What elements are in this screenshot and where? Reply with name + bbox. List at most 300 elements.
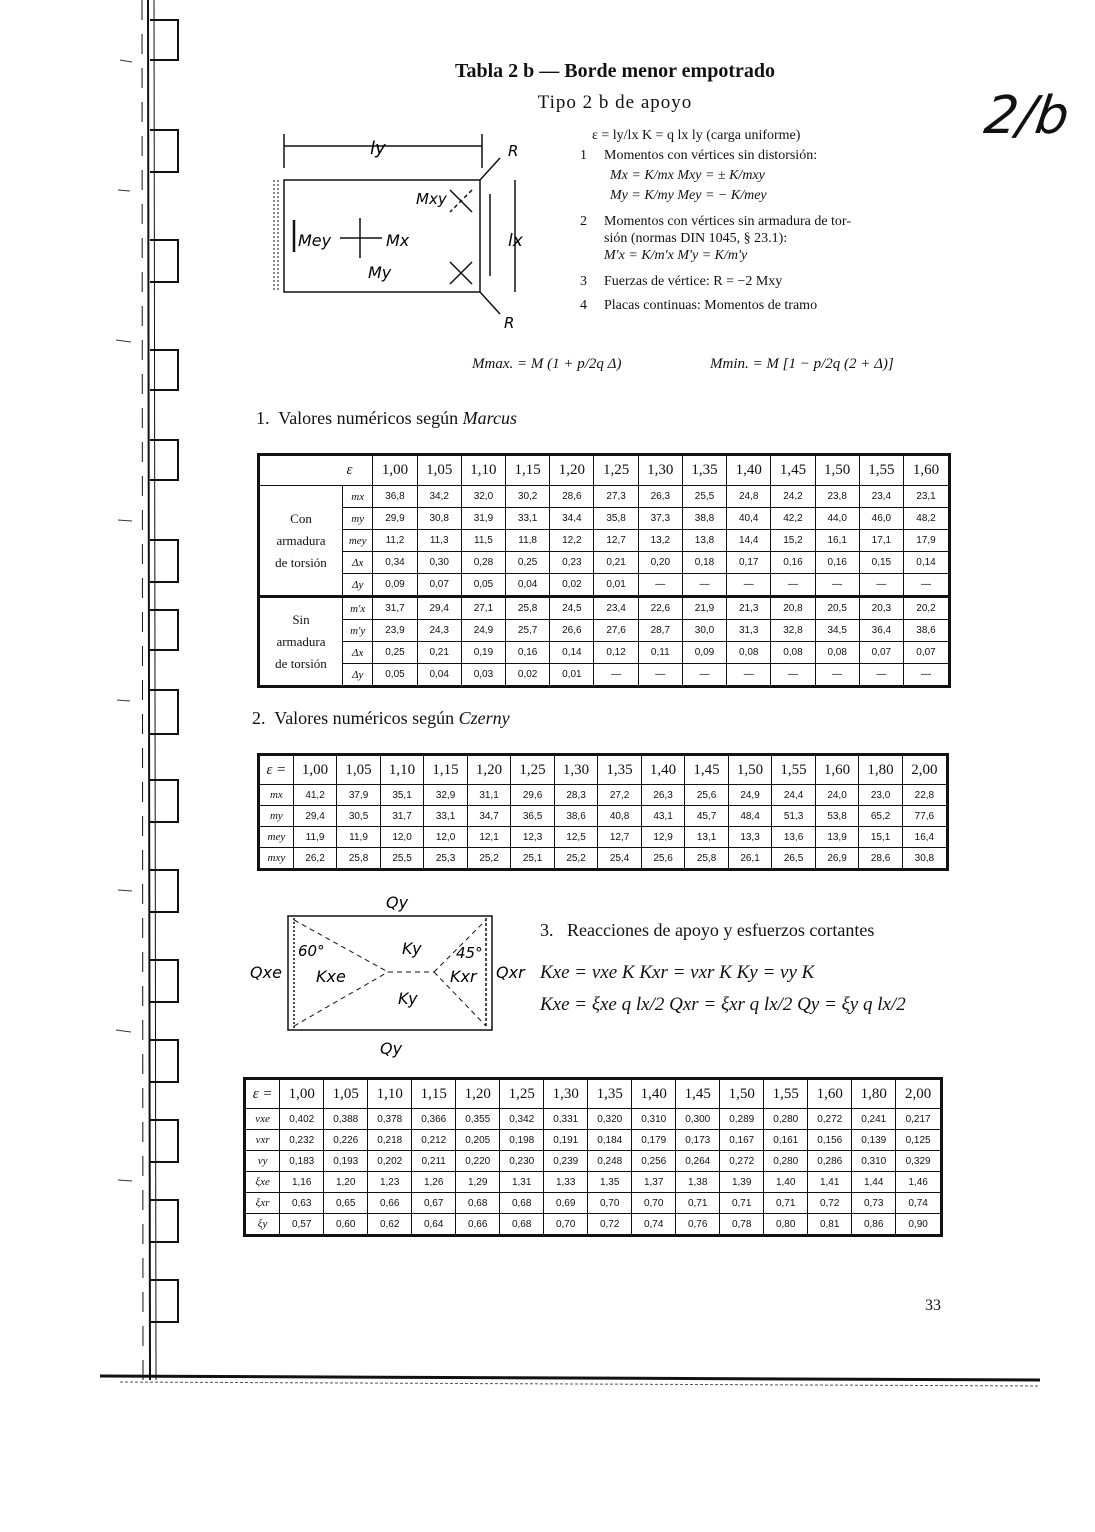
scan-bottom-line [100,1366,1040,1396]
column-header: 1,80 [859,755,903,785]
table-cell: — [815,664,859,687]
table-cell: 0,21 [417,642,461,664]
table-cell: 23,1 [904,486,950,508]
table-cell: 0,167 [720,1130,764,1151]
table-cell: 11,3 [417,530,461,552]
table-cell: 26,5 [772,848,816,870]
table-cell: 0,218 [368,1130,412,1151]
table-cell: 21,9 [682,597,726,620]
table-cell: 0,12 [594,642,638,664]
table-cell: 0,03 [461,664,505,687]
group-line: armadura [276,633,326,649]
table-cell: 12,0 [424,827,468,848]
table-cell: 0,239 [544,1151,588,1172]
table-cell: 0,76 [676,1214,720,1236]
table-cell: 40,4 [727,508,771,530]
table-cell: 25,8 [506,597,550,620]
table-cell: 29,9 [373,508,417,530]
section-number: 2. [252,708,266,728]
row-symbol: Δy [343,664,373,687]
table-cell: 0,05 [373,664,417,687]
table-cell: 21,3 [727,597,771,620]
table-cell: 0,300 [676,1109,720,1130]
table-cell: 0,232 [280,1130,324,1151]
table-cell: 0,184 [588,1130,632,1151]
table-cell: 25,4 [598,848,642,870]
page-number: 33 [925,1297,941,1314]
table-cell: — [682,664,726,687]
table-cell: 28,6 [859,848,903,870]
table-cell: 1,31 [500,1172,544,1193]
formula-item1-f2: My = K/my Mey = − K/mey [610,188,767,203]
table-cell: 0,72 [588,1214,632,1236]
table-cell: 13,8 [682,530,726,552]
column-header: 1,00 [293,755,337,785]
column-header: 1,20 [467,755,511,785]
table-cell: — [727,664,771,687]
column-header: 1,05 [324,1079,368,1109]
header-row [259,755,948,785]
row-symbol: vy [245,1151,280,1172]
row-symbol: Δx [343,552,373,574]
table-cell: 25,6 [685,785,729,806]
header-symbol: ε = [259,755,294,785]
row-symbol: vxe [245,1109,280,1130]
table-cell: 0,80 [764,1214,808,1236]
table-cell: — [771,664,815,687]
section2-heading [252,708,510,729]
table-cell: 36,5 [511,806,555,827]
table-cell: 0,01 [594,574,638,597]
column-header: 1,50 [815,455,859,486]
table-cell: 0,226 [324,1130,368,1151]
column-header: 1,35 [682,455,726,486]
table-cell: 35,1 [380,785,424,806]
label-Qxr: Qxr [496,963,525,982]
table-cell: 0,74 [896,1193,942,1214]
table-cell: 0,09 [373,574,417,597]
table-cell: 0,62 [368,1214,412,1236]
table-cell: 0,173 [676,1130,720,1151]
table-cell: 0,193 [324,1151,368,1172]
table-cell: 12,1 [467,827,511,848]
table-cell: — [638,574,682,597]
row-symbol: mey [343,530,373,552]
table-cell: 13,3 [728,827,772,848]
table-cell: 11,5 [461,530,505,552]
table-cell: 30,2 [506,486,550,508]
table-row [245,1172,942,1193]
table-cell: 0,72 [808,1193,852,1214]
table-cell: 0,342 [500,1109,544,1130]
table-cell: 0,280 [764,1151,808,1172]
table-cell: 0,66 [456,1214,500,1236]
table-cell: 0,69 [544,1193,588,1214]
label-angle45: 45° [456,944,483,962]
table-cell: 1,23 [368,1172,412,1193]
table-cell: 1,40 [764,1172,808,1193]
table-cell: 0,125 [896,1130,942,1151]
table-cell: 32,8 [771,620,815,642]
table-cell: 48,4 [728,806,772,827]
table-cell: 0,286 [808,1151,852,1172]
table-cell: 0,74 [632,1214,676,1236]
column-header: 1,25 [511,755,555,785]
column-header: 1,50 [720,1079,764,1109]
table-cell: 12,5 [554,827,598,848]
table-cell: 0,08 [771,642,815,664]
table-cell: 0,78 [720,1214,764,1236]
table-cell: 0,66 [368,1193,412,1214]
table-cell: 0,388 [324,1109,368,1130]
table-cell: 24,9 [461,620,505,642]
column-header: 1,60 [815,755,859,785]
table-cell: 0,139 [852,1130,896,1151]
table-cell: 0,19 [461,642,505,664]
table-cell: 25,7 [506,620,550,642]
table-cell: 0,04 [417,664,461,687]
table-row [259,848,948,870]
table-cell: 27,3 [594,486,638,508]
table-cell: 27,1 [461,597,505,620]
table-cell: 25,5 [682,486,726,508]
formula-item2: Momentos con vértices sin armadura de tor- [604,214,851,229]
column-header: 1,05 [337,755,381,785]
row-symbol: Δx [343,642,373,664]
formula-block [580,126,980,316]
row-symbol: my [259,806,294,827]
table-cell: 12,0 [380,827,424,848]
table-cell: — [771,574,815,597]
table-cell: 0,220 [456,1151,500,1172]
formula-item3: Fuerzas de vértice: R = −2 Mxy [604,274,783,289]
label-Qxe: Qxe [250,963,282,982]
group-sin-label [259,597,343,687]
column-header: 1,10 [368,1079,412,1109]
group-line: de torsión [275,655,327,671]
section-number: 3. [540,920,554,940]
table-cell: 26,3 [638,486,682,508]
table-cell: 0,366 [412,1109,456,1130]
table-cell: 0,86 [852,1214,896,1236]
column-header: 1,55 [772,755,816,785]
label-Ky-top: Ky [402,939,422,958]
table-cell: — [815,574,859,597]
table-cell: 0,161 [764,1130,808,1151]
row-symbol: mey [259,827,294,848]
column-header: 1,55 [859,455,903,486]
table-cell: 20,8 [771,597,815,620]
table-cell: 30,5 [337,806,381,827]
group-line: armadura [276,532,326,548]
plate-moment-diagram [260,128,540,338]
table-cell: 77,6 [902,806,947,827]
formula-item2-f1: M'x = K/m'x M'y = K/m'y [604,248,748,263]
row-symbol: ξxe [245,1172,280,1193]
table-cell: 42,2 [771,508,815,530]
column-header: 1,45 [676,1079,720,1109]
table-cell: 0,07 [859,642,903,664]
label-Kxe: Kxe [316,967,346,986]
table-cell: 37,9 [337,785,381,806]
table-cell: — [638,664,682,687]
table-cell: 0,73 [852,1193,896,1214]
table-cell: 0,67 [412,1193,456,1214]
label-Mey: Mey [298,231,332,250]
table-cell: 20,2 [904,597,950,620]
table-cell: — [682,574,726,597]
header-symbol: ε [259,455,373,486]
table-cell: 0,08 [727,642,771,664]
group-line: Con [290,510,312,526]
table-cell: 0,70 [544,1214,588,1236]
table-cell: 0,212 [412,1130,456,1151]
table-cell: — [859,574,903,597]
column-header: 1,40 [632,1079,676,1109]
table-cell: 25,6 [641,848,685,870]
column-header: 1,20 [550,455,594,486]
table-cell: 0,16 [815,552,859,574]
table-cell: 1,16 [280,1172,324,1193]
section-number: 1. [256,408,270,428]
row-symbol: Δy [343,574,373,597]
table-cell: 65,2 [859,806,903,827]
column-header: 1,30 [638,455,682,486]
row-symbol: mxy [259,848,294,870]
table-cell: 24,5 [550,597,594,620]
table-cell: 33,1 [424,806,468,827]
table-cell: 15,1 [859,827,903,848]
table-cell: 38,8 [682,508,726,530]
table-cell: 17,9 [904,530,950,552]
label-Ky-bottom: Ky [398,989,418,1008]
table-cell: 0,25 [506,552,550,574]
table-cell: 11,9 [293,827,337,848]
table-cell: 26,2 [293,848,337,870]
column-header: 1,50 [728,755,772,785]
table-cell: 12,3 [511,827,555,848]
table-cell: 0,68 [500,1214,544,1236]
table-cell: 16,4 [902,827,947,848]
table-row [245,1130,942,1151]
table-cell: 11,8 [506,530,550,552]
table-cell: 28,6 [550,486,594,508]
column-header: 1,25 [500,1079,544,1109]
column-header: 1,35 [588,1079,632,1109]
column-header: 1,10 [461,455,505,486]
table-cell: 24,0 [815,785,859,806]
column-header: 1,40 [641,755,685,785]
table-cell: 13,1 [685,827,729,848]
table-cell: 30,0 [682,620,726,642]
label-My: My [368,263,392,282]
table-cell: 0,57 [280,1214,324,1236]
table-cell: 31,7 [380,806,424,827]
column-header: 1,20 [456,1079,500,1109]
table-cell: 53,8 [815,806,859,827]
table-cell: 46,0 [859,508,903,530]
table-cell: 1,37 [632,1172,676,1193]
label-Mx: Mx [386,231,410,250]
table-cell: 13,2 [638,530,682,552]
table-cell: 0,01 [550,664,594,687]
table-cell: 0,70 [588,1193,632,1214]
table-cell: 24,3 [417,620,461,642]
table-cell: 1,20 [324,1172,368,1193]
table-cell: 1,33 [544,1172,588,1193]
table-cell: 34,4 [550,508,594,530]
table-cell: 12,7 [594,530,638,552]
table-cell: 25,1 [511,848,555,870]
table-cell: 0,17 [727,552,771,574]
table-cell: 33,1 [506,508,550,530]
table-cell: 0,09 [682,642,726,664]
table-cell: 48,2 [904,508,950,530]
label-Qy-bottom: Qy [380,1039,403,1058]
table-cell: 14,4 [727,530,771,552]
table-cell: 22,8 [902,785,947,806]
table-cell: 28,3 [554,785,598,806]
label-angle60: 60° [298,942,325,960]
table-cell: 0,310 [632,1109,676,1130]
reaction-formula-1: Kxe = vxe K Kxr = vxr K Ky = vy K [540,962,815,983]
table-cell: 0,230 [500,1151,544,1172]
table-cell: 0,70 [632,1193,676,1214]
table-cell: 1,44 [852,1172,896,1193]
reactions-table [243,1077,943,1237]
table-cell: 11,2 [373,530,417,552]
table-row [259,806,948,827]
header-symbol: ε = [245,1079,280,1109]
label-R-top: R [508,142,519,160]
table-cell: 26,1 [728,848,772,870]
column-header: 1,25 [594,455,638,486]
table-cell: 0,15 [859,552,903,574]
item-number: 1 [580,148,587,163]
table-cell: 0,65 [324,1193,368,1214]
page-title: Tabla 2 b — Borde menor empotrado [454,60,776,82]
column-header: 1,80 [852,1079,896,1109]
group-line: Sin [292,611,310,627]
table-cell: 0,23 [550,552,594,574]
table-cell: 22,6 [638,597,682,620]
table-cell: 40,8 [598,806,642,827]
table-cell: 0,71 [676,1193,720,1214]
table-cell: 51,3 [772,806,816,827]
table-cell: 43,1 [641,806,685,827]
table-cell: 25,5 [380,848,424,870]
table-cell: 1,35 [588,1172,632,1193]
table-cell: 32,9 [424,785,468,806]
table-cell: 24,8 [727,486,771,508]
table-cell: 0,71 [720,1193,764,1214]
table-cell: 0,90 [896,1214,942,1236]
table-cell: 0,179 [632,1130,676,1151]
table-cell: 25,2 [554,848,598,870]
row-symbol: ξy [245,1214,280,1236]
item-number: 4 [580,298,587,313]
table-cell: 23,4 [859,486,903,508]
table-cell: 0,241 [852,1109,896,1130]
column-header: 1,10 [380,755,424,785]
table-cell: 1,46 [896,1172,942,1193]
table-cell: 0,198 [500,1130,544,1151]
column-header: 1,00 [373,455,417,486]
table-cell: 26,3 [641,785,685,806]
table-cell: 0,08 [815,642,859,664]
table-cell: 23,8 [815,486,859,508]
table-cell: 0,20 [638,552,682,574]
table-cell: 0,331 [544,1109,588,1130]
table-cell: 31,9 [461,508,505,530]
table-cell: 45,7 [685,806,729,827]
column-header: 1,30 [544,1079,588,1109]
table-cell: 0,63 [280,1193,324,1214]
column-header: 2,00 [902,755,947,785]
table-cell: 0,07 [417,574,461,597]
table-cell: — [859,664,903,687]
formula-item4: Placas continuas: Momentos de tramo [604,298,818,313]
table-row [245,1214,942,1236]
table-cell: 29,4 [417,597,461,620]
formula-item2b: sión (normas DIN 1045, § 23.1): [604,231,788,246]
row-symbol: m'x [343,597,373,620]
table-cell: 0,28 [461,552,505,574]
table-cell: 0,310 [852,1151,896,1172]
table-cell: 0,05 [461,574,505,597]
table-cell: 0,71 [764,1193,808,1214]
column-header: 1,15 [506,455,550,486]
table-cell: 17,1 [859,530,903,552]
table-cell: 31,1 [467,785,511,806]
column-header: 1,55 [764,1079,808,1109]
table-cell: 27,6 [594,620,638,642]
column-header: 1,15 [424,755,468,785]
table-row [245,1109,942,1130]
handwritten-mark: 2/b [980,86,1073,146]
table-row [259,785,948,806]
table-cell: 0,25 [373,642,417,664]
table-cell: 0,02 [550,574,594,597]
table-cell: 36,8 [373,486,417,508]
table-cell: 0,16 [506,642,550,664]
section-text: Valores numéricos según [274,708,459,728]
table-cell: 0,68 [500,1193,544,1214]
table-cell: — [727,574,771,597]
table-cell: 0,217 [896,1109,942,1130]
group-con-label [259,486,343,597]
row-symbol: m'y [343,620,373,642]
row-symbol: ξxr [245,1193,280,1214]
column-header: 1,00 [280,1079,324,1109]
table-cell: 12,7 [598,827,642,848]
label-Kxr: Kxr [450,967,477,986]
table-cell: 20,3 [859,597,903,620]
item-number: 2 [580,214,587,229]
formula-mmax: Mmax. = M (1 + p/2q Δ) [472,356,622,372]
section-author: Czerny [458,708,510,728]
column-header: 1,60 [808,1079,852,1109]
table-cell: 0,34 [373,552,417,574]
table-cell: 0,11 [638,642,682,664]
item-number: 3 [580,274,587,289]
table-cell: 34,2 [417,486,461,508]
table-cell: 0,211 [412,1151,456,1172]
table-cell: 35,8 [594,508,638,530]
table-cell: 0,272 [720,1151,764,1172]
table-cell: 12,9 [641,827,685,848]
table-cell: 32,0 [461,486,505,508]
